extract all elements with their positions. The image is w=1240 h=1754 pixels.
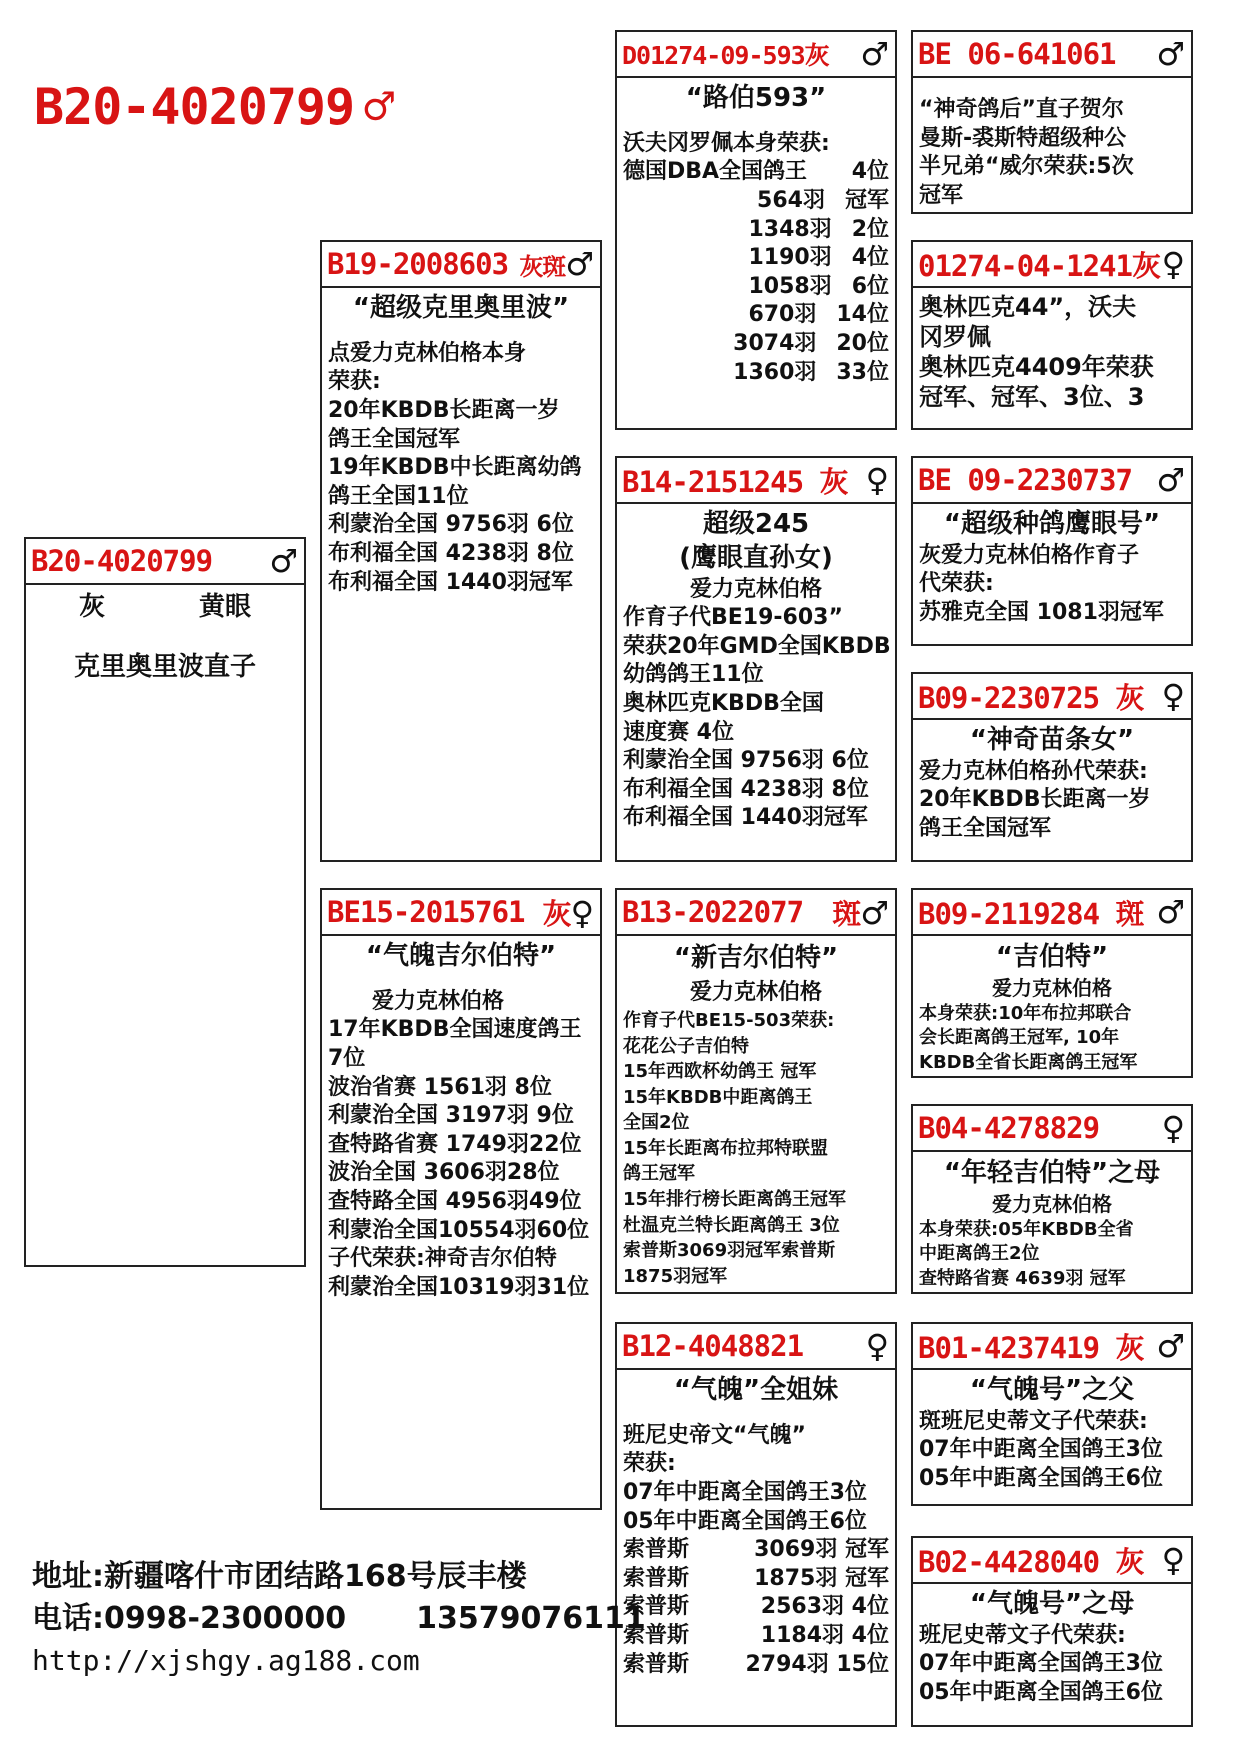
gg1-line: 半兄弟“威尔荣获:5次 <box>919 154 1134 180</box>
dam-name: “气魄吉尔伯特” <box>365 941 557 971</box>
sire-dam-line: 布利福全国 1440羽冠军 <box>623 805 868 831</box>
sire-sire-ring: D01274-09-593灰 <box>622 41 829 70</box>
male-symbol-icon: ♂ <box>1156 893 1185 931</box>
gg1-ring: BE 06-641061 <box>918 37 1116 71</box>
dam-sire-ring: B13-2022077 <box>622 895 804 929</box>
gg8-name: “气魄号”之母 <box>969 1589 1135 1619</box>
male-symbol-icon: ♂ <box>1156 35 1185 73</box>
dam-sire-line: 花花公子吉伯特 <box>623 1035 749 1057</box>
gg6-line: 中距离鸽王2位 <box>919 1243 1040 1265</box>
dam-sire-line: 15年排行榜长距离鸽王冠军 <box>623 1188 847 1210</box>
subject-ring: B20-4020799 <box>31 544 213 578</box>
sire-dam-card <box>615 456 897 862</box>
gg7-line: 05年中距离全国鸽王6位 <box>919 1465 1163 1491</box>
sire-sire-intro: 沃夫冈罗佩本身荣获: <box>623 130 830 156</box>
gg5-card <box>911 888 1193 1078</box>
dam-sire-line: 15年KBDB中距离鸽王 <box>623 1086 813 1108</box>
male-symbol-icon: ♂ <box>1156 461 1185 499</box>
dam-line: 利蒙治全国10554羽60位 <box>328 1217 590 1243</box>
sire-line: 布利福全国 4238羽 8位 <box>328 540 574 566</box>
dam-sire-line: 15年西欧杯幼鸽王 冠军 <box>623 1061 817 1083</box>
gg8-card <box>911 1536 1193 1727</box>
result-row: 索普斯 2563羽 4位 <box>623 1594 889 1620</box>
gg7-card <box>911 1322 1193 1506</box>
gg3-line: 苏雅克全国 1081羽冠军 <box>919 599 1164 625</box>
gg6-line: 本身荣获:05年KBDB全省 <box>919 1219 1134 1241</box>
gg1-line: 曼斯-裘斯特超级种公 <box>919 125 1127 151</box>
gg7-line: 斑班尼史蒂文子代荣获: <box>919 1408 1148 1434</box>
gg2-line: 冈罗佩 <box>919 323 991 351</box>
sire-line: 鸽王全国冠军 <box>328 426 461 452</box>
gg6-ring: B04-4278829 <box>918 1111 1100 1145</box>
sire-line: 点爱力克林伯格本身 <box>328 340 527 366</box>
dam-sire-name: “新吉尔伯特” <box>673 943 839 973</box>
gg6-card <box>911 1104 1193 1294</box>
gg3-line: 代荣获: <box>919 571 994 597</box>
sire-line: 荣获: <box>328 369 381 395</box>
gg2-line: 冠军、冠军、3位、3 <box>919 383 1145 411</box>
result-row: 德国DBA全国鸽王 4位 <box>623 159 889 185</box>
dam-dam-line: 荣获: <box>623 1451 676 1477</box>
gg5-breeder: 爱力克林伯格 <box>992 976 1112 1001</box>
subject-color: 灰 <box>78 592 105 622</box>
sire-dam-name: 超级245 <box>702 509 810 539</box>
dam-dam-line: 班尼史帝文“气魄” <box>623 1422 806 1448</box>
sire-dam-line: 速度赛 4位 <box>623 719 734 745</box>
female-symbol-icon: ♀ <box>1161 1109 1185 1147</box>
sire-sire-card <box>615 30 897 430</box>
sire-dam-line: 利蒙治全国 9756羽 6位 <box>623 748 869 774</box>
result-row: 1348羽 2位 <box>748 216 889 242</box>
sire-color-tag: 灰斑 <box>519 252 566 281</box>
sire-dam-line: 作育子代BE19-603” <box>623 605 843 631</box>
gg6-breeder: 爱力克林伯格 <box>992 1192 1112 1217</box>
gg3-ring: BE 09-2230737 <box>918 463 1132 497</box>
gg5-line: 本身荣获:10年布拉邦联合 <box>919 1003 1132 1025</box>
dam-breeder: 爱力克林伯格 <box>372 988 505 1014</box>
gg6-line: 查特路省赛 4639羽 冠军 <box>919 1267 1126 1289</box>
dam-sire-breeder: 爱力克林伯格 <box>689 979 822 1005</box>
result-row: 1058羽 6位 <box>748 273 889 299</box>
phone-number-2: 13579076111 <box>416 1601 646 1636</box>
main-ring-number: B20-4020799 <box>34 78 355 136</box>
dam-line: 波治全国 3606羽28位 <box>328 1160 560 1186</box>
phone-label: 电话: <box>32 1601 104 1636</box>
sire-dam-name2: (鹰眼直孙女) <box>679 542 833 573</box>
dam-line: 利蒙治全国 3197羽 9位 <box>328 1103 574 1129</box>
dam-sire-line: 全国2位 <box>623 1112 690 1134</box>
male-symbol-icon: ♂ <box>860 893 889 932</box>
dam-sire-card <box>615 888 897 1294</box>
gg3-name: “超级种鸽鹰眼号” <box>943 509 1161 539</box>
dam-sire-color-tag: 斑 <box>832 896 861 931</box>
female-symbol-icon: ♀ <box>570 893 594 932</box>
sire-ring: B19-2008603 <box>327 247 509 281</box>
gg3-card <box>911 456 1193 646</box>
gg4-line: 爱力克林伯格孙代荣获: <box>919 758 1148 784</box>
gg1-line: 冠军 <box>919 182 964 208</box>
dam-ring: BE15-2015761 <box>327 895 525 929</box>
website-link[interactable]: http://xjshgy.ag188.com <box>32 1644 420 1677</box>
gg6-name: “年轻吉伯特”之母 <box>943 1158 1161 1188</box>
footer-phone <box>32 1598 646 1640</box>
dam-line: 利蒙治全国10319羽31位 <box>328 1274 590 1300</box>
gg3-line: 灰爱力克林伯格作育子 <box>919 542 1140 568</box>
dam-dam-ring: B12-4048821 <box>622 1329 804 1363</box>
result-row: 索普斯 2794羽 15位 <box>623 1651 889 1677</box>
result-row: 3074羽 20位 <box>733 330 889 356</box>
dam-dam-name: “气魄”全姐妹 <box>673 1375 839 1405</box>
gg2-line: 奥林匹克44”，沃夫 <box>919 293 1137 321</box>
result-row: 670羽 14位 <box>748 302 889 328</box>
contact-footer <box>32 1556 646 1682</box>
gg5-ring: B09-2119284 斑 <box>918 896 1144 931</box>
male-symbol-icon: ♂ <box>860 35 889 73</box>
female-symbol-icon: ♀ <box>1161 1541 1185 1579</box>
result-row: 1190羽 4位 <box>748 245 889 271</box>
male-symbol-icon: ♂ <box>565 244 594 283</box>
dam-dam-card <box>615 1322 897 1727</box>
gg7-name: “气魄号”之父 <box>969 1375 1135 1405</box>
result-row: 索普斯 1875羽 冠军 <box>623 1565 889 1591</box>
gg8-ring: B02-4428040 灰 <box>918 1544 1144 1579</box>
result-row: 1360羽 33位 <box>733 359 889 385</box>
gg8-line: 05年中距离全国鸽王6位 <box>919 1679 1163 1705</box>
gg5-line: 会长距离鸽王冠军, 10年 <box>919 1027 1120 1049</box>
dam-line: 子代荣获:神奇吉尔伯特 <box>328 1246 557 1272</box>
sire-line: 利蒙治全国 9756羽 6位 <box>328 512 574 538</box>
sire-dam-ring: B14-2151245 灰 <box>622 464 848 499</box>
dam-sire-line: 1875羽冠军 <box>623 1265 728 1287</box>
dam-line: 7位 <box>328 1045 366 1071</box>
male-symbol-icon: ♂ <box>364 78 394 136</box>
dam-sire-line: 作育子代BE15-503荣获: <box>623 1010 835 1032</box>
gg2-ring: 01274-04-1241灰 <box>918 248 1160 283</box>
dam-dam-line: 05年中距离全国鸽王6位 <box>623 1508 867 1534</box>
gg5-name: “吉伯特” <box>995 942 1109 972</box>
sire-dam-line: 布利福全国 4238羽 8位 <box>623 776 869 802</box>
dam-line: 波治省赛 1561羽 8位 <box>328 1074 552 1100</box>
dam-sire-line: 杜温克兰特长距离鸽王 3位 <box>623 1214 840 1236</box>
gg7-ring: B01-4237419 灰 <box>918 1330 1144 1365</box>
dam-line: 查特路省赛 1749羽22位 <box>328 1131 582 1157</box>
dam-line: 17年KBDB全国速度鸽王 <box>328 1017 582 1043</box>
dam-dam-line: 07年中距离全国鸽王3位 <box>623 1479 867 1505</box>
sire-line: 19年KBDB中长距离幼鸽 <box>328 455 582 481</box>
dam-sire-line: 索普斯3069羽冠军索普斯 <box>623 1240 836 1262</box>
gg4-name: “神奇苗条女” <box>969 725 1135 755</box>
subject-description: 克里奥里波直子 <box>73 651 256 682</box>
dam-sire-line: 15年长距离布拉邦特联盟 <box>623 1137 829 1159</box>
subject-card <box>24 537 306 1267</box>
male-symbol-icon: ♂ <box>1156 1327 1185 1365</box>
dam-line: 查特路全国 4956羽49位 <box>328 1188 582 1214</box>
dam-card <box>320 888 602 1510</box>
gg4-ring: B09-2230725 灰 <box>918 680 1144 715</box>
pedigree-main-ring <box>34 78 393 136</box>
gg1-line: “神奇鸽后”直子贺尔 <box>919 97 1124 122</box>
sire-dam-line: 荣获20年GMD全国KBDB <box>623 633 891 659</box>
sire-dam-breeder: 爱力克林伯格 <box>689 576 822 602</box>
gg7-line: 07年中距离全国鸽王3位 <box>919 1437 1163 1463</box>
sire-line: 20年KBDB长距离一岁 <box>328 397 560 423</box>
result-row: 索普斯 1184羽 4位 <box>623 1622 889 1648</box>
phone-number-1: 0998-2300000 <box>104 1601 347 1636</box>
female-symbol-icon: ♀ <box>865 461 889 499</box>
gg1-card <box>911 30 1193 214</box>
sire-name: “超级克里奥里波” <box>352 293 570 323</box>
sire-card <box>320 240 602 862</box>
gg4-line: 鸽王全国冠军 <box>919 815 1052 841</box>
result-row: 564羽 冠军 <box>757 187 889 213</box>
subject-eye: 黄眼 <box>198 592 251 622</box>
gg4-line: 20年KBDB长距离一岁 <box>919 787 1151 813</box>
gg2-card <box>911 240 1193 430</box>
dam-sire-line: 鸽王冠军 <box>623 1163 695 1185</box>
footer-address: 地址:新疆喀什市团结路168号辰丰楼 <box>32 1559 527 1594</box>
female-symbol-icon: ♀ <box>1161 677 1185 715</box>
gg8-line: 班尼史蒂文子代荣获: <box>919 1622 1126 1648</box>
sire-dam-line: 奥林匹克KBDB全国 <box>623 690 824 716</box>
female-symbol-icon: ♀ <box>1161 245 1185 283</box>
sire-line: 布利福全国 1440羽冠军 <box>328 569 573 595</box>
sire-sire-name: “路伯593” <box>685 83 827 113</box>
gg5-line: KBDB全省长距离鸽王冠军 <box>919 1051 1138 1073</box>
dam-color-tag: 灰 <box>542 896 571 931</box>
result-row: 索普斯 3069羽 冠军 <box>623 1537 889 1563</box>
male-symbol-icon: ♂ <box>269 542 298 580</box>
gg8-line: 07年中距离全国鸽王3位 <box>919 1651 1163 1677</box>
gg4-card <box>911 672 1193 862</box>
female-symbol-icon: ♀ <box>865 1327 889 1365</box>
gg2-line: 奥林匹克4409年荣获 <box>919 353 1154 381</box>
sire-dam-line: 幼鸽鸽王11位 <box>623 662 764 688</box>
sire-line: 鸽王全国11位 <box>328 483 469 509</box>
